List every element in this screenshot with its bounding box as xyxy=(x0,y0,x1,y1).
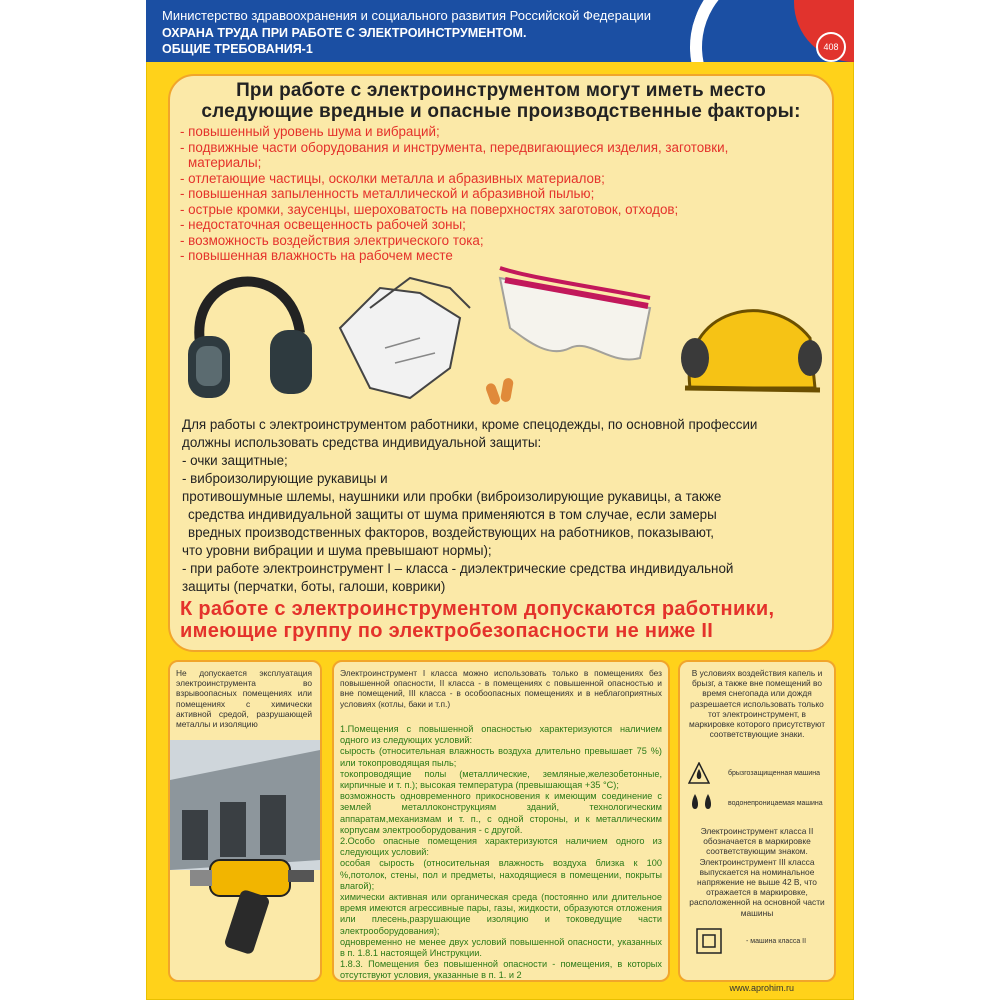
page-subtitle: ОБЩИЕ ТРЕБОВАНИЯ-1 xyxy=(162,42,313,56)
protection-line: вредных производственных факторов, воздействующих на работников, показывают, xyxy=(188,525,714,540)
criteria-paragraph: 1.8.3. Помещения без повышенной опасности - помещения, в которых отсутствуют условия, указанные в п. 1. и 2 xyxy=(340,959,662,981)
criteria-paragraph: одновременно не менее двух условий повышенной опасности, указанных в п. 1.8.1 настоящей Инструкции. xyxy=(340,936,662,959)
list-item: - повышенная влажность на рабочем месте xyxy=(180,248,453,263)
safety-glasses-icon xyxy=(500,268,650,359)
list-item: - недостаточная освещенность рабочей зоны; xyxy=(180,217,466,232)
protection-line: - очки защитные; xyxy=(182,453,288,468)
hazards-heading-line1: При работе с электроинструментом могут иметь место xyxy=(236,80,766,101)
protection-line: Для работы с электроинструментом работники, кроме спецодежды, по основной профессии xyxy=(182,417,758,432)
criteria-paragraph: сырость (относительная влажность воздуха длительно превышает 75 %) или токопроводящая пыль; xyxy=(340,746,662,768)
criteria-paragraph: 2.Особо опасные помещения характеризуются наличием одного из следующих условий: xyxy=(340,836,662,858)
criteria-paragraph: 1.Помещения с повышенной опасностью характеризуются наличием одного из следующих условий: xyxy=(340,724,662,746)
hazards-list xyxy=(180,124,830,264)
hazards-panel xyxy=(168,74,834,652)
warning-line2: имеющие группу по электробезопасности не ниже II xyxy=(180,620,714,642)
ministry-name: Министерство здравоохранения и социального развития Российской Федерации xyxy=(162,8,652,23)
header-bar xyxy=(146,0,854,62)
earplugs-icon xyxy=(485,377,514,406)
list-item: - подвижные части оборудования и инструмента, передвигающиеся изделия, заготовки, xyxy=(180,139,729,155)
criteria-paragraph: особая сырость (относительная влажность воздуха близка к 100 %,потолок, стены, пол и предметы, находящиеся в помещении, покрыты влагой); xyxy=(340,858,662,891)
hazards-heading xyxy=(170,80,832,122)
criteria-paragraph: возможность одновременного прикосновения к имеющим соединение с землей металлоконструкциям зданий, технологическим аппаратам,механизмам и т. п., с одной стороны, и к металлическим корпусам электрооборудования - с другой. xyxy=(340,791,662,835)
explosive-rooms-panel xyxy=(168,660,322,982)
list-item: - повышенный уровень шума и вибраций; xyxy=(180,124,440,139)
criteria-paragraph: химически активная или органическая среда (постоянно или длительное время имеются агрессивные пары, газы, жидкости, образуются отложения или плесень,разрушающие изоляцию и токоведущие части электрооборудования); xyxy=(340,892,662,936)
admission-warning xyxy=(180,598,830,642)
tool-class-marking-text: Электроинструмент класса II обозначается в маркировке соответствующим знаком. Электроинструмент III класса выпускается на номинальное напряжение не выше 42 В, что отражается в маркировке, расположенной на основной части машины xyxy=(689,826,825,918)
protection-line: защиты (перчатки, боты, галоши, коврики) xyxy=(182,579,446,594)
protection-line: должны использовать средства индивидуальной защиты: xyxy=(182,435,542,450)
helmet-icon xyxy=(681,311,822,390)
page-title: ОХРАНА ТРУДА ПРИ РАБОТЕ С ЭЛЕКТРОИНСТРУМЕНТОМ. xyxy=(162,26,527,40)
hazards-heading-line2: следующие вредные и опасные производственные факторы: xyxy=(201,101,801,122)
criteria-paragraph: токопроводящие полы (металлические, земляные,железобетонные, кирпичные и т. п.); высокая температура (превышающая +35 °С); xyxy=(340,768,662,791)
list-item: - отлетающие частицы, осколки металла и абразивных материалов; xyxy=(180,170,605,186)
list-item: материалы; xyxy=(188,155,262,170)
list-item: - возможность воздействия электрического тока; xyxy=(180,232,484,248)
double-square-icon xyxy=(696,928,722,954)
marking-panel xyxy=(678,660,836,982)
warehouse-and-drill-illustration xyxy=(170,740,320,970)
splash-proof-label: брызгозащищенная машина xyxy=(728,770,821,777)
room-classes-panel xyxy=(332,660,670,982)
protection-line: - виброизолирующие рукавицы и xyxy=(182,471,388,486)
class-two-label: - машина класса II xyxy=(746,938,807,945)
double-drop-icon xyxy=(688,792,716,812)
tool-classes-intro: Электроинструмент I класса можно использовать только в помещениях без повышенной опасности, II класса - в помещениях с повышенной опасностью и вне помещений, III класса - в особоопасных помещениях и в неблагоприятных условиях (котлы, баки и т.п.) xyxy=(340,668,662,709)
waterproof-label: водонепроницаемая машина xyxy=(728,800,823,807)
poster xyxy=(146,0,854,1000)
protection-text xyxy=(182,416,830,596)
waterproof-sign xyxy=(688,792,830,816)
protection-line: что уровни вибрации и шума превышают нормы); xyxy=(182,543,492,558)
ppe-illustration xyxy=(170,248,836,418)
earmuffs-icon xyxy=(188,282,312,398)
website-link[interactable]: www.aprohim.ru xyxy=(729,983,794,993)
list-item: - повышенная запыленность металлической и абразивной пылью; xyxy=(180,186,595,201)
protection-line: средства индивидуальной защиты от шума применяются в том случае, если замеры xyxy=(188,507,717,522)
list-item: - острые кромки, заусенцы, шероховатость на поверхностях заготовок, отходов; xyxy=(180,201,679,217)
triangle-drop-icon xyxy=(688,762,710,784)
moisture-protection-text: В условиях воздействия капель и брызг, а также вне помещений во время снегопада или дождя разрешается использовать только тот электроинструмент, в маркировке которого присутствуют соответствующие знаки. xyxy=(688,668,826,740)
poster-number-badge: 408 xyxy=(816,32,846,62)
protection-line: - при работе электроинструмент I – класса - диэлектрические средства индивидуальной xyxy=(182,561,734,576)
protection-line: противошумные шлемы, наушники или пробки (виброизолирующие рукавицы, а также xyxy=(182,489,722,504)
room-danger-criteria xyxy=(340,724,662,982)
gloves-icon xyxy=(340,278,470,398)
warning-line1: К работе с электроинструментом допускаются работники, xyxy=(180,598,775,620)
splash-proof-sign xyxy=(688,762,830,786)
class-two-sign xyxy=(688,928,830,958)
explosive-rooms-text: Не допускается эксплуатация электроинструмента во взрывоопасных помещениях или помещениях с химически активной средой, разрушающей металлы и изоляцию xyxy=(176,668,312,730)
